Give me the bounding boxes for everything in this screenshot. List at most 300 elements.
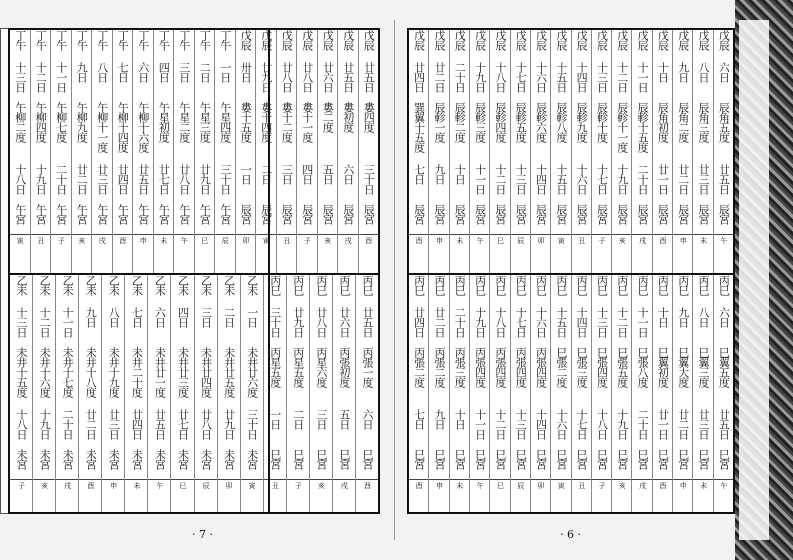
day-entry: 十四日 — [575, 307, 589, 337]
time-entry: 一日 — [268, 409, 282, 429]
table-column — [101, 275, 124, 514]
table-column — [240, 275, 263, 514]
right-top-columns — [409, 30, 733, 273]
table-column — [124, 275, 147, 514]
branch-code: 丑 — [277, 234, 297, 247]
stem-branch: 丁午 — [34, 30, 48, 50]
palace-entry: 辰宮 — [615, 204, 629, 224]
lunar-mansion-degree: 婁初度 — [341, 102, 355, 132]
table-column — [692, 30, 712, 273]
day-entry: 十六日 — [534, 62, 548, 92]
lunar-mansion-degree: 丙張四度 — [493, 347, 507, 387]
table-column — [611, 30, 631, 273]
stem-branch: 戊辰 — [717, 30, 731, 50]
table-column — [550, 30, 570, 273]
stem-branch: 戊辰 — [453, 30, 467, 50]
lunar-mansion-degree: 巳張三度 — [575, 347, 589, 387]
palace-entry: 巳宮 — [575, 449, 589, 469]
stem-branch: 戊辰 — [514, 30, 528, 50]
branch-code: 戌 — [56, 479, 78, 492]
lunar-mansion-degree: 辰軫一度 — [432, 102, 446, 142]
lunar-mansion-degree: 辰軫二度 — [453, 102, 467, 142]
branch-code: 丑 — [572, 234, 591, 247]
lunar-mansion-degree: 巽翼十五度 — [412, 102, 426, 152]
time-entry: 二十日 — [61, 409, 75, 439]
palace-entry: 辰宮 — [493, 204, 507, 224]
branch-code: 子 — [592, 234, 611, 247]
palace-entry: 辰宮 — [697, 204, 711, 224]
time-entry: 廿八日 — [199, 409, 213, 439]
lunar-mansion-degree: 婁二度 — [321, 102, 335, 132]
table-column — [55, 275, 78, 514]
left-page — [8, 28, 380, 514]
branch-code: 卯 — [218, 479, 240, 492]
day-entry: 廿四日 — [412, 62, 426, 92]
day-entry: 三日 — [199, 307, 213, 327]
branch-code: 辰 — [195, 479, 217, 492]
table-column — [713, 275, 733, 514]
time-entry: 廿九日 — [198, 164, 212, 194]
branch-code: 亥 — [612, 234, 631, 247]
stem-branch: 丙巳 — [337, 275, 351, 295]
branch-code: 戌 — [92, 234, 112, 247]
branch-code: 酉 — [409, 479, 428, 492]
table-column — [652, 30, 672, 273]
left-bottom-table — [10, 275, 378, 514]
table-column — [358, 30, 379, 273]
time-entry: 廿二日 — [676, 409, 690, 439]
branch-code: 酉 — [409, 234, 428, 247]
branch-code: 午 — [714, 479, 733, 492]
palace-entry: 午宮 — [136, 204, 150, 224]
palace-entry: 未宮 — [61, 449, 75, 469]
day-entry: 七日 — [116, 62, 130, 82]
time-entry: 十五日 — [554, 164, 568, 194]
time-entry: 十六日 — [554, 409, 568, 439]
stem-branch: 丙巳 — [595, 275, 609, 295]
day-entry: 廿八日 — [314, 307, 328, 337]
palace-entry: 午宮 — [13, 204, 27, 224]
stem-branch: 丙巳 — [697, 275, 711, 295]
lunar-mansion-degree: 未井十五度 — [15, 347, 29, 397]
lunar-mansion-degree: 未井廿四度 — [199, 347, 213, 397]
lunar-mansion-degree: 午柳四度 — [34, 102, 48, 142]
time-entry: 廿一日 — [656, 409, 670, 439]
branch-code: 寅 — [551, 234, 570, 247]
palace-entry: 巳宮 — [314, 449, 328, 469]
time-entry: 廿四日 — [130, 409, 144, 439]
day-entry: 六日 — [136, 62, 150, 82]
table-column — [32, 275, 55, 514]
time-entry: 十一日 — [473, 164, 487, 194]
day-entry: 廿五日 — [362, 62, 376, 92]
stem-branch: 戊辰 — [321, 30, 335, 50]
day-entry: 廿五日 — [341, 62, 355, 92]
table-column — [153, 30, 174, 273]
table-column — [355, 275, 378, 514]
time-entry: 廿三日 — [697, 409, 711, 439]
table-column — [78, 275, 101, 514]
day-entry: 廿五日 — [360, 307, 374, 337]
palace-entry: 辰宮 — [362, 204, 376, 224]
time-entry: 十三日 — [514, 164, 528, 194]
day-entry: 十七日 — [514, 307, 528, 337]
stem-branch: 丙巳 — [676, 275, 690, 295]
stem-branch: 戊辰 — [493, 30, 507, 50]
time-entry: 十九日 — [615, 409, 629, 439]
day-entry: 廿六日 — [337, 307, 351, 337]
time-entry: 十八日 — [13, 164, 27, 194]
stem-branch: 戊辰 — [280, 30, 294, 50]
stem-branch: 丁午 — [177, 30, 191, 50]
time-entry: 二十日 — [636, 164, 650, 194]
day-entry: 卅日 — [239, 62, 253, 82]
lunar-mansion-degree: 午星四度 — [218, 102, 232, 142]
branch-code: 酉 — [653, 479, 672, 492]
time-entry: 十八日 — [15, 409, 29, 439]
day-entry: 十一日 — [636, 307, 650, 337]
lunar-mansion-degree: 午星三度 — [198, 102, 212, 142]
lunar-mansion-degree: 未井十六度 — [38, 347, 52, 397]
stem-branch: 乙未 — [15, 275, 29, 295]
stem-branch: 乙未 — [176, 275, 190, 295]
table-column — [235, 30, 256, 273]
branch-code: 申 — [133, 234, 153, 247]
table-column — [30, 30, 51, 273]
palace-entry: 午宮 — [75, 204, 89, 224]
table-column — [217, 275, 240, 514]
lunar-mansion-degree: 丙張二度 — [432, 347, 446, 387]
branch-code: 未 — [154, 234, 174, 247]
table-column — [332, 275, 355, 514]
day-entry: 廿六日 — [321, 62, 335, 92]
palace-entry: 辰宮 — [676, 204, 690, 224]
palace-entry: 巳宮 — [412, 449, 426, 469]
day-entry: 十八日 — [493, 62, 507, 92]
palace-entry: 巳宮 — [615, 449, 629, 469]
day-entry: 廿九日 — [259, 62, 273, 92]
branch-code: 申 — [102, 479, 124, 492]
lunar-mansion-degree: 婁四度 — [362, 102, 376, 132]
stem-branch: 戊辰 — [534, 30, 548, 50]
day-entry: 十八日 — [493, 307, 507, 337]
branch-code: 辰 — [511, 234, 530, 247]
right-page — [407, 28, 735, 514]
time-entry: 二十日 — [636, 409, 650, 439]
stem-branch: 乙未 — [130, 275, 144, 295]
table-column — [692, 275, 712, 514]
day-entry: 十三日 — [15, 307, 29, 337]
palace-entry: 午宮 — [54, 204, 68, 224]
table-column — [263, 275, 286, 514]
day-entry: 十九日 — [473, 307, 487, 337]
branch-code: 寅 — [256, 234, 276, 247]
branch-code: 辰 — [511, 479, 530, 492]
table-column — [469, 275, 489, 514]
table-column — [91, 30, 112, 273]
palace-entry: 辰宮 — [259, 204, 273, 224]
lunar-mansion-degree: 辰軫九度 — [575, 102, 589, 142]
table-column — [611, 275, 631, 514]
lunar-mansion-degree: 辰軫八度 — [554, 102, 568, 142]
day-entry: 九日 — [75, 62, 89, 82]
lunar-mansion-degree: 婁十二度 — [280, 102, 294, 142]
time-entry: 廿二日 — [676, 164, 690, 194]
time-entry: 十六日 — [575, 164, 589, 194]
day-entry: 十一日 — [61, 307, 75, 337]
branch-code: 未 — [693, 479, 712, 492]
table-column — [510, 30, 530, 273]
day-entry: 三日 — [177, 62, 191, 82]
time-entry: 廿七日 — [176, 409, 190, 439]
time-entry: 廿八日 — [177, 164, 191, 194]
branch-code: 辰 — [215, 234, 235, 247]
time-entry: 二日 — [259, 164, 273, 184]
time-entry: 五日 — [337, 409, 351, 429]
time-entry: 十四日 — [534, 409, 548, 439]
day-entry: 廿二日 — [432, 307, 446, 337]
table-column — [255, 30, 276, 273]
palace-entry: 辰宮 — [514, 204, 528, 224]
time-entry: 十九日 — [615, 164, 629, 194]
lunar-mansion-degree: 婁十四度 — [259, 102, 273, 142]
lunar-mansion-degree: 辰軫四度 — [493, 102, 507, 142]
stem-branch: 乙未 — [107, 275, 121, 295]
palace-entry: 未宮 — [84, 449, 98, 469]
lunar-mansion-degree: 巳張八度 — [636, 347, 650, 387]
branch-code: 丑 — [572, 479, 591, 492]
stem-branch: 戊辰 — [595, 30, 609, 50]
lunar-mansion-degree: 巳翼五度 — [717, 347, 731, 387]
stem-branch: 丁午 — [54, 30, 68, 50]
time-entry: 一日 — [239, 164, 253, 184]
time-entry: 廿五日 — [717, 164, 731, 194]
time-entry: 廿二日 — [84, 409, 98, 439]
lunar-mansion-degree: 午柳十一度 — [95, 102, 109, 152]
palace-entry: 辰宮 — [453, 204, 467, 224]
day-entry: 六日 — [717, 62, 731, 82]
table-column — [317, 30, 338, 273]
lunar-mansion-degree: 未井十七度 — [61, 347, 75, 397]
stem-branch: 乙未 — [222, 275, 236, 295]
table-column — [550, 275, 570, 514]
table-column — [631, 30, 651, 273]
lunar-mansion-degree: 未井二十度 — [130, 347, 144, 397]
branch-code: 卯 — [236, 234, 256, 247]
right-top-table — [409, 30, 733, 273]
palace-entry: 巳宮 — [360, 449, 374, 469]
lunar-mansion-degree: 丙張四度 — [514, 347, 528, 387]
palace-entry: 午宮 — [177, 204, 191, 224]
stem-branch: 丁午 — [116, 30, 130, 50]
lunar-mansion-degree: 丙張一度 — [360, 347, 374, 387]
table-column — [170, 275, 193, 514]
stem-branch: 丙巳 — [656, 275, 670, 295]
lunar-mansion-degree: 午柳二度 — [13, 102, 27, 142]
palace-entry: 辰宮 — [300, 204, 314, 224]
day-entry: 十日 — [656, 307, 670, 327]
palace-entry: 辰宮 — [473, 204, 487, 224]
branch-code: 酉 — [356, 479, 378, 492]
lunar-mansion-degree: 辰角三度 — [697, 102, 711, 142]
time-entry: 廿四日 — [116, 164, 130, 194]
time-entry: 十八日 — [595, 409, 609, 439]
palace-entry: 巳宮 — [717, 449, 731, 469]
branch-code: 午 — [148, 479, 170, 492]
table-column — [409, 275, 428, 514]
scan-edge-texture — [735, 0, 793, 560]
palace-entry: 午宮 — [198, 204, 212, 224]
stem-branch: 戊辰 — [697, 30, 711, 50]
lunar-mansion-degree: 巳翼三度 — [697, 347, 711, 387]
time-entry: 九日 — [432, 164, 446, 184]
stem-branch: 戊辰 — [554, 30, 568, 50]
stem-branch: 乙未 — [245, 275, 259, 295]
lunar-mansion-degree: 巳張四度 — [595, 347, 609, 387]
day-entry: 七日 — [130, 307, 144, 327]
time-entry: 三日 — [314, 409, 328, 429]
lunar-mansion-degree: 未井廿六度 — [245, 347, 259, 397]
table-column — [71, 30, 92, 273]
palace-entry: 午宮 — [116, 204, 130, 224]
lunar-mansion-degree: 辰軫十五度 — [636, 102, 650, 152]
lunar-mansion-degree: 未井十八度 — [84, 347, 98, 397]
table-column — [309, 275, 332, 514]
table-column — [296, 30, 317, 273]
palace-entry: 辰宮 — [432, 204, 446, 224]
stem-branch: 戊辰 — [636, 30, 650, 50]
table-column — [147, 275, 170, 514]
palace-entry: 辰宮 — [534, 204, 548, 224]
day-entry: 廿二日 — [432, 62, 446, 92]
branch-code: 寅 — [10, 234, 30, 247]
lunar-mansion-degree: 巳張五度 — [615, 347, 629, 387]
lunar-mansion-degree: 午星初度 — [157, 102, 171, 142]
time-entry: 廿二日 — [75, 164, 89, 194]
gutter-crease — [394, 20, 395, 540]
day-entry: 二日 — [198, 62, 212, 82]
time-entry: 十四日 — [534, 164, 548, 194]
branch-code: 子 — [592, 479, 611, 492]
day-entry: 十五日 — [554, 307, 568, 337]
branch-code: 子 — [10, 479, 32, 492]
day-entry: 二十日 — [453, 307, 467, 337]
time-entry: 廿三日 — [95, 164, 109, 194]
lunar-mansion-degree: 丙張四度 — [473, 347, 487, 387]
stem-branch: 乙未 — [38, 275, 52, 295]
branch-code: 亥 — [612, 479, 631, 492]
table-column — [530, 30, 550, 273]
table-column — [194, 30, 215, 273]
lunar-mansion-degree: 辰軫六度 — [534, 102, 548, 142]
left-page-month-divider — [268, 30, 270, 512]
table-column — [428, 275, 448, 514]
day-entry: 十三日 — [595, 307, 609, 337]
lunar-mansion-degree: 丙張初度 — [337, 347, 351, 387]
lunar-mansion-degree: 午柳十四度 — [116, 102, 130, 152]
day-entry: 一日 — [218, 62, 232, 82]
day-entry: 三十日 — [268, 307, 282, 337]
palace-entry: 巳宮 — [676, 449, 690, 469]
table-column — [591, 275, 611, 514]
lunar-mansion-degree: 午柳十六度 — [136, 102, 150, 152]
stem-branch: 丙巳 — [514, 275, 528, 295]
time-entry: 十二日 — [493, 164, 507, 194]
stem-branch: 戊辰 — [300, 30, 314, 50]
day-entry: 四日 — [157, 62, 171, 82]
palace-entry: 巳宮 — [656, 449, 670, 469]
palace-entry: 未宮 — [245, 449, 259, 469]
table-column — [652, 275, 672, 514]
palace-entry: 未宮 — [107, 449, 121, 469]
day-entry: 十二日 — [38, 307, 52, 337]
stem-branch: 戊辰 — [341, 30, 355, 50]
stem-branch: 戊辰 — [259, 30, 273, 50]
day-entry: 八日 — [697, 307, 711, 327]
lunar-mansion-degree: 辰角五度 — [717, 102, 731, 142]
table-column — [469, 30, 489, 273]
time-entry: 十日 — [453, 164, 467, 184]
table-column — [173, 30, 194, 273]
time-entry: 十三日 — [514, 409, 528, 439]
day-entry: 九日 — [676, 62, 690, 82]
branch-code: 子 — [297, 234, 317, 247]
time-entry: 二十日 — [54, 164, 68, 194]
day-entry: 八日 — [107, 307, 121, 327]
palace-entry: 巳宮 — [514, 449, 528, 469]
branch-code: 寅 — [241, 479, 263, 492]
time-entry: 三十日 — [218, 164, 232, 194]
lunar-mansion-degree: 辰軫十度 — [595, 102, 609, 142]
day-entry: 八日 — [95, 62, 109, 82]
lunar-mansion-degree: 辰角初度 — [656, 102, 670, 142]
palace-entry: 午宮 — [34, 204, 48, 224]
time-entry: 廿五日 — [717, 409, 731, 439]
time-entry: 廿一日 — [656, 164, 670, 194]
lunar-mansion-degree: 丙張三度 — [453, 347, 467, 387]
stem-branch: 戊辰 — [412, 30, 426, 50]
lunar-mansion-degree: 丙張四度 — [534, 347, 548, 387]
table-column — [409, 30, 428, 273]
branch-code: 子 — [287, 479, 309, 492]
lunar-mansion-degree: 午柳九度 — [75, 102, 89, 142]
branch-code: 酉 — [113, 234, 133, 247]
lunar-mansion-degree: 辰角二度 — [676, 102, 690, 142]
branch-code: 巳 — [490, 234, 509, 247]
branch-code: 午 — [470, 479, 489, 492]
left-top-columns — [10, 30, 378, 273]
palace-entry: 未宮 — [38, 449, 52, 469]
palace-entry: 午宮 — [218, 204, 232, 224]
palace-entry: 辰宮 — [575, 204, 589, 224]
stem-branch: 丁午 — [157, 30, 171, 50]
branch-code: 丑 — [31, 234, 51, 247]
day-entry: 十五日 — [554, 62, 568, 92]
palace-entry: 巳宮 — [636, 449, 650, 469]
day-entry: 十四日 — [575, 62, 589, 92]
stem-branch: 丙巳 — [473, 275, 487, 295]
lunar-mansion-degree: 巳張二度 — [554, 347, 568, 387]
stem-branch: 丙巳 — [432, 275, 446, 295]
time-entry: 七日 — [412, 164, 426, 184]
palace-entry: 巳宮 — [268, 449, 282, 469]
lunar-mansion-degree: 丙星五度 — [291, 347, 305, 387]
day-entry: 八日 — [697, 62, 711, 82]
time-entry: 廿七日 — [157, 164, 171, 194]
stem-branch: 丙巳 — [268, 275, 282, 295]
time-entry: 十九日 — [34, 164, 48, 194]
branch-code: 午 — [714, 234, 733, 247]
